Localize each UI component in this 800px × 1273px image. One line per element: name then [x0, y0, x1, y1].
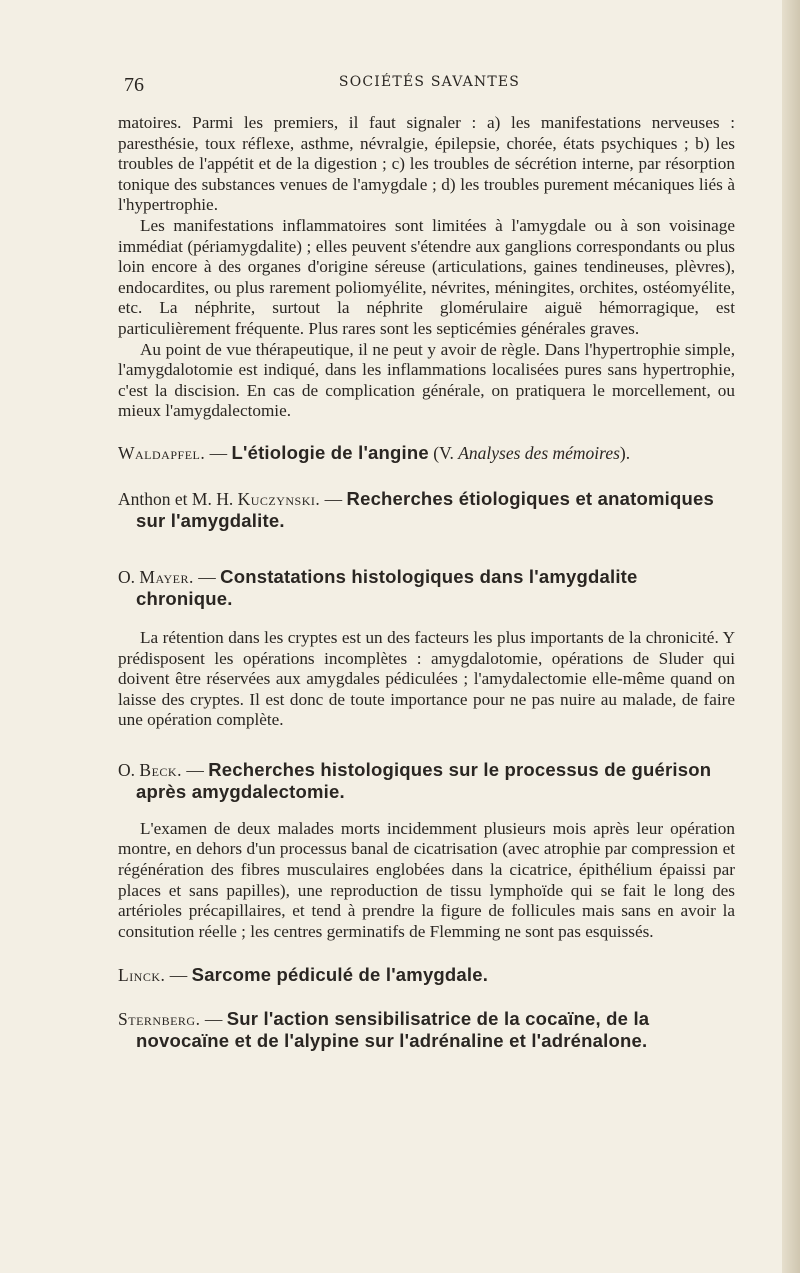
paragraph-continuation: matoires. Parmi les premiers, il faut signaler : a) les manifestations nerveuses : paresthésie, toux réflexe, asthme, névralgie, épilepsie, chorée, états psychiques ; b) les troubles de l'appétit et de la digestion ; c) les troubles de sécrétion interne, par résorption tonique des substances venues de l'amygdale ; d) les troubles purement mécaniques liés à l'hypertrophie.	[118, 113, 735, 215]
entry-author-prefix: Anthon et M. H.	[118, 488, 238, 509]
entry-linck	[118, 964, 735, 986]
entry-dash: —	[165, 965, 192, 986]
entry-author-prefix: O.	[118, 566, 140, 587]
entry-title: Sur l'action sensibilisatrice de la cocaïne, de la novocaïne et de l'alypine sur l'adrénaline et l'adrénalone.	[136, 1008, 650, 1052]
paragraph-therapeutic: Au point de vue thérapeutique, il ne peut y avoir de règle. Dans l'hypertrophie simple, l'amygdalotomie est indiqué, dans les inflammations localisées pures sans hypertrophie, c'est la discision. En cas de complication générale, on pratiquera le morcellement, ou mieux l'amygdalectomie.	[118, 339, 735, 421]
entry-title: Constatations histologiques dans l'amygdalite chronique.	[136, 565, 638, 609]
entry-dash: —	[205, 442, 232, 463]
entry-author: Mayer.	[139, 566, 194, 587]
entry-author: Kuczynski.	[237, 488, 321, 509]
entry-sternberg	[118, 1008, 735, 1052]
entry-author: Sternberg.	[118, 1009, 201, 1030]
entry-author: Linck.	[118, 965, 166, 986]
entry-beck	[118, 759, 735, 803]
entry-title: L'étiologie de l'angine	[231, 441, 429, 463]
page-header	[124, 74, 735, 97]
entry-dash: —	[193, 566, 221, 587]
paragraph-inflammatory: Les manifestations inflammatoires sont limitées à l'amygdale ou à son voisinage immédiat (périamygdalite) ; elles peuvent s'étendre aux ganglions correspondants ou plus loin encore à des organes d'origine séreuse (articulations, gaines tendineuses, plèvres), endocardites, ou plus rarement poliomyélite, névrites, méningites, orchites, ostéomyélite, etc. La néphrite, surtout la néphrite glomérulaire aiguë hémorragique, est particulièrement fréquente. Plus rares sont les septicémies générales graves.	[118, 215, 735, 338]
entry-title: Recherches étiologiques et anatomiques sur l'amygdalite.	[136, 487, 714, 531]
entry-anthon	[118, 488, 735, 532]
page-number: 76	[124, 74, 144, 96]
entry-ref-close: ).	[619, 442, 631, 463]
entry-title: Sarcome pédiculé de l'amygdale.	[191, 964, 489, 986]
entry-title: Recherches histologiques sur le processus de guérison après amygdalectomie.	[136, 758, 712, 802]
running-head: SOCIÉTÉS SAVANTES	[338, 74, 521, 90]
entry-mayer	[118, 566, 735, 610]
entry-beck-text: L'examen de deux malades morts incidemment plusieurs mois après leur opération montre, en dehors d'un processus banal de cicatrisation (avec atrophie par compression et régénération des fibres musculaires englobées dans la cicatrice, épithélium épaissi par places et sans papilles), une reproduction de tissu lymphoïde qui se fait le long des artérioles précapillaires, et tend à prendre la figure de follicules mais sans en avoir la consitution réelle ; les centres germinatifs de Flemming ne sont pas esquissés.	[118, 818, 735, 941]
article-body	[118, 113, 735, 1052]
entry-author: Beck.	[139, 759, 182, 780]
entry-mayer-text: La rétention dans les cryptes est un des facteurs les plus importants de la chronicité. Y prédisposent les opérations incomplètes : amygdalotomie, opérations de Sluder qui doivent être réservées aux amygdales pédiculées ; l'amydalectomie elle-même quand on laisse des cryptes. Il est donc de toute importance pour ne pas nuire au malade, de faire une opération complète.	[118, 627, 735, 730]
entry-ref-italic: Analyses des mémoires	[458, 442, 620, 463]
entry-author: Waldapfel.	[118, 442, 206, 463]
page-gutter-shadow	[782, 0, 800, 1273]
entry-waldapfel	[118, 442, 735, 464]
entry-dash: —	[181, 759, 209, 780]
entry-dash: —	[320, 488, 347, 509]
entry-ref-open: (V.	[428, 442, 459, 463]
entry-author-prefix: O.	[118, 759, 140, 780]
entry-dash: —	[200, 1009, 227, 1030]
